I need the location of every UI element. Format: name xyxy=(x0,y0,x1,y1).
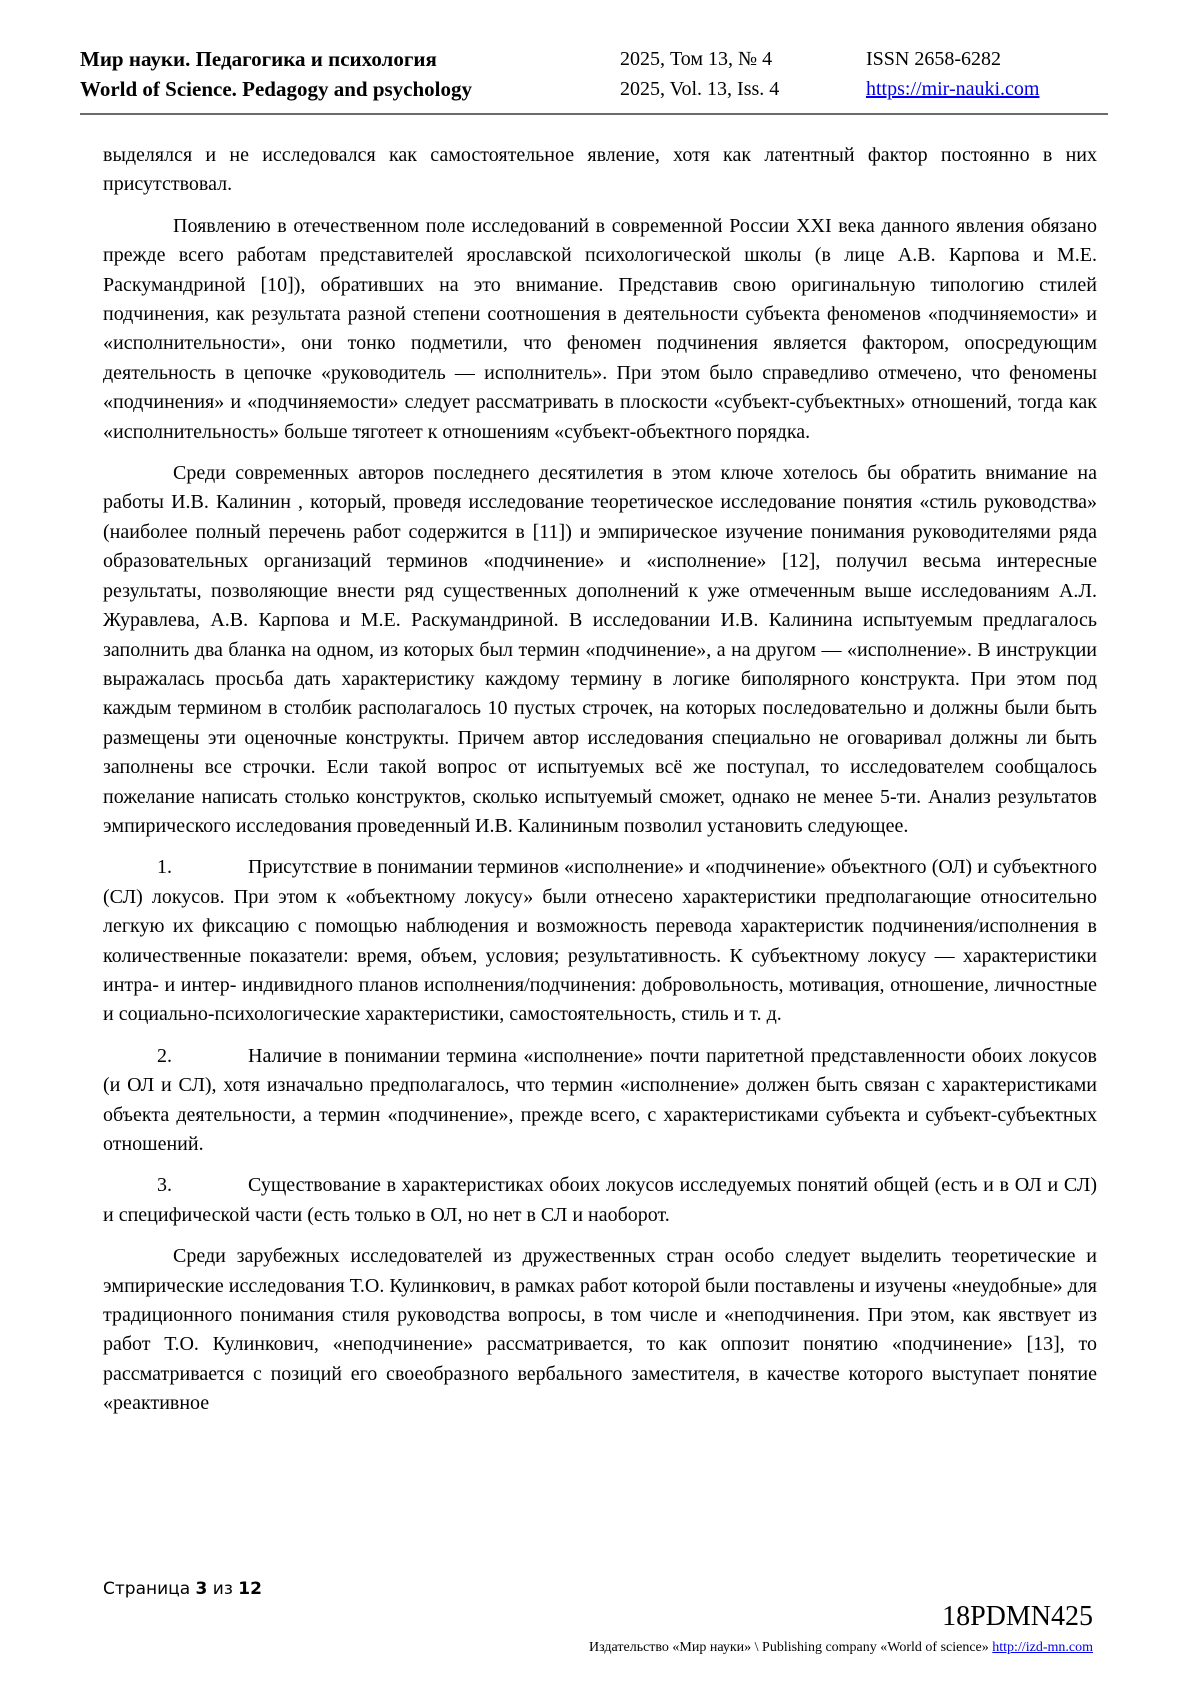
page-number xyxy=(103,1578,262,1600)
article-body xyxy=(103,141,1097,1571)
journal-title-block xyxy=(80,44,620,104)
journal-title-en: World of Science. Pedagogy and psychology xyxy=(80,77,473,101)
issn-number: ISSN 2658-6282 xyxy=(866,48,1002,70)
page-number-of: из xyxy=(212,1579,233,1599)
journal-title-ru: Мир науки. Педагогика и психология xyxy=(80,47,437,71)
list-item-text: Существование в характеристиках обоих локусов исследуемых понятий общей (есть и в ОЛ и СЛ) и специфической части (есть только в ОЛ, но нет в СЛ и наоборот. xyxy=(103,1174,1097,1226)
paragraph: Среди современных авторов последнего десятилетия в этом ключе хотелось бы обратить внимание на работы И.В. Калинин , который, проведя исследование теоретическое исследование понятия «стиль руководства» (наиболее полный перечень работ содержится в [11]) и эмпирическое изучение понимания руководителями ряда образовательных организаций терминов «подчинение» и «исполнение» [12], получил весьма интересные результаты, позволяющие внести ряд существенных дополнений к уже отмеченным выше исследованиям А.Л. Журавлева, А.В. Карпова и М.Е. Раскумандриной. В исследовании И.В. Калинина испытуемым предлагалось заполнить два бланка на одном, из которых был термин «подчинение», а на другом — «исполнение». В инструкции выражалась просьба дать характеристику каждому термину в логике биполярного конструкта. При этом под каждым термином в столбик располагалось 10 пустых строчек, на которых последовательно и должны были быть размещены эти оценочные конструкты. Причем автор исследования специально не оговаривал должны ли быть заполнены все строчки. Если такой вопрос от испытуемых всё же поступал, то исследователем сообщалось пожелание написать столько конструктов, сколько испытуемый сможет, однако не менее 5-ти. Анализ результатов эмпирического исследования проведенный И.В. Калининым позволил установить следующее. xyxy=(103,462,1097,837)
journal-site-link[interactable]: https://mir-nauki.com xyxy=(866,78,1040,100)
list-item-text: Присутствие в понимании терминов «исполнение» и «подчинение» объектного (ОЛ) и субъектного (СЛ) локусов. При этом к «объектному локусу» были отнесено характеристики предполагающие относительно легкую их фиксацию с помощью наблюдения и возможность перевода характеристик подчинения/исполнения в количественные показатели: время, объем, условия; результативность. К субъектному локусу — характеристики интра- и интер- индивидного планов исполнения/подчинения: добровольность, мотивация, отношение, личностные и социально-психологические характеристики, самостоятельность, стиль и т. д. xyxy=(103,856,1097,1026)
paragraph: выделялся и не исследовался как самостоятельное явление, хотя как латентный фактор постоянно в них присутствовал. xyxy=(103,144,1097,196)
numbered-item xyxy=(103,1171,1097,1230)
issue-info-block xyxy=(620,44,816,104)
list-number: 2. xyxy=(157,1044,172,1067)
issue-en: 2025, Vol. 13, Iss. 4 xyxy=(620,78,780,100)
list-item-text: Наличие в понимании термина «исполнение» почти паритетной представленности обоих локусов (и ОЛ и СЛ), хотя изначально предполагалось, что термин «исполнение» должен быть связан с характеристиками объекта деятельности, а термин «подчинение», прежде всего, с характеристиками субъекта и субъект-субъектных отношений. xyxy=(103,1044,1097,1155)
paragraph: Появлению в отечественном поле исследований в современной России XXI века данного явления обязано прежде всего работам представителей ярославской психологической школы (в лице А.В. Карпова и М.Е. Раскумандриной [10]), обративших на это внимание. Представив свою оригинальную типологию стилей подчинения, как результата разной степени соотношения в деятельности субъекта феноменов «подчиняемости» и «исполнительности», они тонко подметили, что феномен подчинения является фактором, опосредующим деятельность в цепочке «руководитель — исполнитель». При этом было справедливо отмечено, что феномены «подчинения» и «подчиняемости» следует рассматривать в плоскости «субъект-субъектных» отношений, тогда как «исполнительность» больше тяготеет к отношениям «субъект-объектного порядка. xyxy=(103,214,1097,443)
publisher-line xyxy=(589,1639,1093,1657)
paragraph: Среди зарубежных исследователей из дружественных стран особо следует выделить теоретические и эмпирические исследования Т.О. Кулинкович, в рамках работ которой были поставлены и изучены «неудобные» для традиционного понимания стиля руководства вопросы, в том числе и «неподчинения. При этом, как явствует из работ Т.О. Кулинкович, «неподчинение» рассматривается, то как оппозит понятию «подчинение» [13], то рассматривается с позиций его своеобразного вербального заместителя, в качестве которого выступает понятие «реактивное xyxy=(103,1245,1097,1415)
publisher-site-link[interactable]: http://izd-mn.com xyxy=(992,1640,1093,1655)
page-number-label: Страница xyxy=(103,1579,191,1599)
numbered-item xyxy=(103,853,1097,1029)
list-number: 1. xyxy=(157,856,172,879)
page-number-total: 12 xyxy=(238,1579,262,1599)
list-number: 3. xyxy=(157,1174,172,1197)
numbered-item xyxy=(103,1042,1097,1160)
document-code: 18PDMN425 xyxy=(942,1601,1093,1632)
issue-ru: 2025, Том 13, № 4 xyxy=(620,48,773,70)
issn-block xyxy=(816,44,1108,104)
publisher-text: Издательство «Мир науки» \ Publishing company «World of science» xyxy=(589,1640,989,1655)
journal-header xyxy=(80,44,1108,115)
page-number-current: 3 xyxy=(195,1579,208,1599)
